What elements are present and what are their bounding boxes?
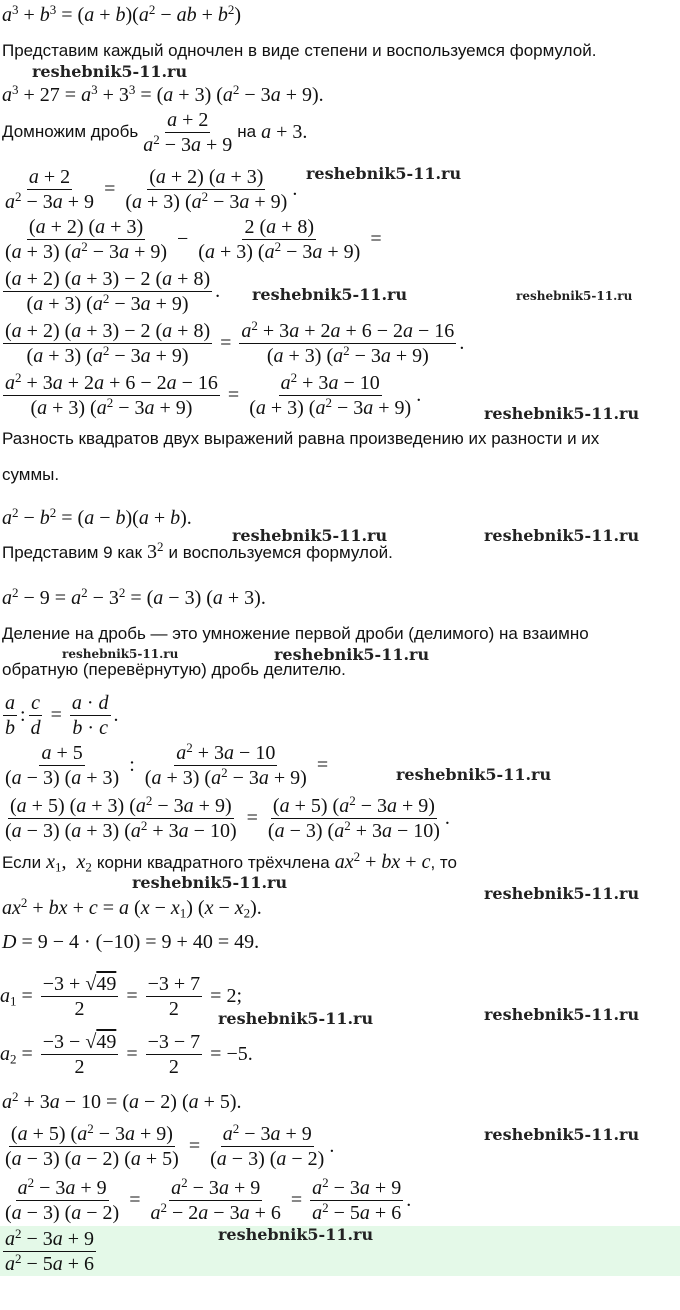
text-diff-squares: Разность квадратов двух выражений равна произведению их разности и их bbox=[2, 429, 600, 448]
expr-simplify-1: $\frac{(a + 5) (a^2 - 3a + 9)}{(a - 3) (a - 2) (a + 5)}$ = $\frac{a^2 - 3a + 9}{(a - 3) (a - 2)}$ . bbox=[5, 1120, 335, 1170]
expr-factored: $a^2 + 3a - 10 = (a - 2) (a + 5)$. bbox=[2, 1088, 242, 1113]
expr-simplify-2: $\frac{a^2 - 3a + 9}{(a - 3) (a - 2)}$ = $\frac{a^2 - 3a + 9}{a^2 - 2a - 3a + 6}$ = $\frac{a^2 - 3a + 9}{a^2 - 5a + 6}$ . bbox=[5, 1174, 412, 1224]
watermark: reshebnik5-11.ru bbox=[484, 1125, 640, 1144]
final-answer: $\frac{a^2 - 3a + 9}{a^2 - 5a + 6}$ bbox=[5, 1225, 95, 1275]
text-diff-squares-2: суммы. bbox=[2, 465, 60, 484]
text-multiply-fraction: Домножим дробь $\frac{a + 2}{a^2 - 3a + 9}$ на a + 3. bbox=[2, 108, 308, 156]
watermark: reshebnik5-11.ru bbox=[274, 645, 430, 664]
formula-division: $\frac{a}{b}$ : $\frac{c}{d}$ = $\frac{a \cdot d}{b \cdot c}$ . bbox=[5, 691, 119, 739]
formula-factor-quadratic: $ax^2$ + bx + c = a $(x - x_1)$ $(x - x_2)$. bbox=[2, 894, 262, 921]
watermark: reshebnik5-11.ru bbox=[32, 62, 188, 81]
expr-step-4: $\frac{(a + 2) (a + 3) - 2 (a + 8)}{(a + 3) (a^2 - 3a + 9)}$ = $\frac{a^2 + 3a + 2a + 6 - 2a - 16}{(a + 3) (a^2 - 3a + 9)}$ . bbox=[5, 317, 465, 367]
expr-root-2: $a_2$ = $\frac{-3 - √49}{2}$ = $\frac{-3 - 7}{2}$ = −5. bbox=[0, 1030, 253, 1078]
watermark: reshebnik5-11.ru bbox=[484, 526, 640, 545]
watermark: reshebnik5-11.ru bbox=[306, 164, 462, 183]
watermark: reshebnik5-11.ru bbox=[516, 289, 633, 303]
text-represent-powers: Представим каждый одночлен в виде степени и воспользуемся формулой. bbox=[2, 41, 597, 60]
expr-step-3: $\frac{(a + 2) (a + 3) - 2 (a + 8)}{(a + 3) (a^2 - 3a + 9)}$ . bbox=[5, 267, 221, 315]
expr-division-2: $\frac{(a + 5) (a + 3) (a^2 - 3a + 9)}{(a - 3) (a + 3) (a^2 + 3a - 10)}$ = $\frac{(a + 5) (a^2 - 3a + 9)}{(a - 3) (a^2 + 3a - 10)}$ . bbox=[5, 792, 450, 842]
watermark: reshebnik5-11.ru bbox=[218, 1225, 374, 1244]
expr-division-1: $\frac{a + 5}{(a - 3) (a + 3)}$ : $\frac{a^2 + 3a - 10}{(a + 3) (a^2 - 3a + 9)}$ = bbox=[5, 739, 329, 789]
expr-a2-minus-9: $a^2 - 9 = a^2 - 3^2 = (a - 3) (a + 3)$. bbox=[2, 584, 266, 609]
fraction: $\frac{a + 2}{a^2 - 3a + 9}$ bbox=[143, 108, 233, 156]
watermark: reshebnik5-11.ru bbox=[484, 884, 640, 903]
expr-discriminant: D = 9 − 4 · (−10) = 9 + 40 = 49. bbox=[2, 931, 260, 953]
expr-root-1: $a_1$ = $\frac{-3 + √49}{2}$ = $\frac{-3 + 7}{2}$ = 2; bbox=[0, 972, 243, 1020]
text-represent-nine: Представим 9 как $3^2$ и воспользуемся формулой. bbox=[2, 538, 393, 563]
formula-diff-squares: $a^2 - b^2 = (a - b)(a + b)$. bbox=[2, 504, 192, 529]
text-division: Деление на дробь — это умножение первой дроби (делимого) на взаимно bbox=[2, 624, 589, 643]
formula-sum-cubes: $a^3 + b^3 = (a + b)(a^2$ − ab + $b^2$) bbox=[2, 1, 242, 26]
watermark: reshebnik5-11.ru bbox=[218, 1009, 374, 1028]
watermark: reshebnik5-11.ru bbox=[484, 1005, 640, 1024]
watermark: reshebnik5-11.ru bbox=[396, 765, 552, 784]
expr-step-2: $\frac{(a + 2) (a + 3)}{(a + 3) (a^2 - 3a + 9)}$ − $\frac{2 (a + 8)}{(a + 3) (a^2 - 3a + 9)}$ = bbox=[5, 215, 382, 263]
expr-a3-plus-27: $a^3 + 27 = a^3 + 3^3 = (a + 3) (a^2 - 3a + 9)$. bbox=[2, 81, 324, 106]
watermark: reshebnik5-11.ru bbox=[232, 526, 388, 545]
expr-step-5: $\frac{a^2 + 3a + 2a + 6 - 2a - 16}{(a + 3) (a^2 - 3a + 9)}$ = $\frac{a^2 + 3a - 10}{(a + 3) (a^2 - 3a + 9)}$ . bbox=[5, 369, 422, 419]
watermark: reshebnik5-11.ru bbox=[484, 404, 640, 423]
watermark: reshebnik5-11.ru bbox=[252, 285, 408, 304]
text-quadratic-roots: Если $x_1$, $x_2$ корни квадратного трёхчлена $ax^2$ + bx + c , то bbox=[2, 848, 457, 875]
watermark: reshebnik5-11.ru bbox=[132, 873, 288, 892]
text-division-2: обратную (перевёрнутую) дробь делителю. bbox=[2, 660, 346, 679]
watermark: reshebnik5-11.ru bbox=[62, 647, 179, 661]
expr-step-1: $\frac{a + 2}{a^2 - 3a + 9}$ = $\frac{(a + 2) (a + 3)}{(a + 3) (a^2 - 3a + 9)}$ . bbox=[5, 165, 298, 213]
